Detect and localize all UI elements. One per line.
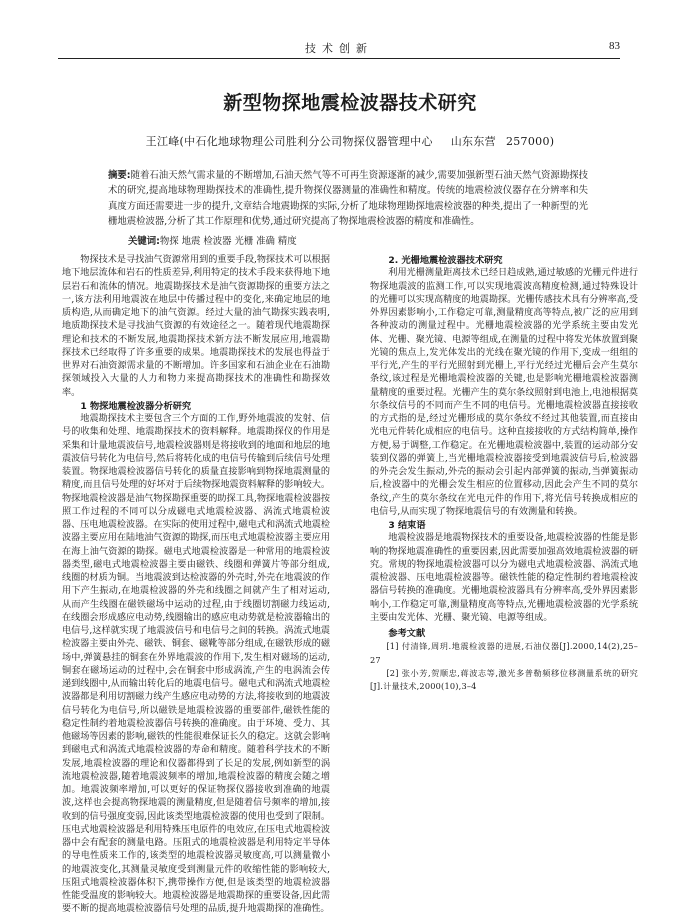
running-header bbox=[58, 38, 620, 59]
reference-item: [1] 付清锋,周玥.地震检波器的进展,石油仪器[J].2000,14(2),25–27 bbox=[370, 641, 638, 665]
abstract-text: 随着石油天然气需求量的不断增加,石油天然气等不可再生资源逐渐的减少,需要加强新型石油天然气资源勘探技术的研究,提高地球物理勘探技术的准确性,提升物探仪器测量的准确性和精度。传统的地震检波仪器存在分辨率和失真度方面还需要进一步的提升,文章结合地震勘探的实际,分析了地球物理勘探地震检波器的种类,提出了一种新型的光栅地震检波器,分析了其工作原理和优势,通过研究提高了物探地震检波器的精度和准确性。 bbox=[108, 170, 588, 227]
reference-item: [2] 张小芳,贺顺忠,蒋波志等,激光多普勒频移位移测量系统的研究[J].计量技术,2000(10),3–4 bbox=[370, 667, 638, 691]
keywords-label: 关键词: bbox=[128, 236, 160, 247]
section3-heading: 3 结束语 bbox=[388, 520, 426, 531]
references-heading: 参考文献 bbox=[388, 628, 426, 639]
journal-name: 技术创新 bbox=[305, 42, 373, 55]
intro-paragraph: 物探技术是寻找油气资源常用到的重要手段,物探技术可以根据地下地层流体和岩石的性质差异,利用特定的技术手段来获得地下地层岩石和流体的情况。地震勘探技术是油气资源勘探的重要方法之一,该方法利用地震波在地层中传播过程中的变化,来确定地层的地质构造,从而确定地下的油气资源。经过大量的油气勘探实践表明,地质勘探技术是寻找油气资源的有效途径之一。随着现代地震勘探理论和技术的不断发展,地震勘探技术新方法不断发展应用,地震勘探技术已经取得了许多重要的成果。地震勘探技术的发展也得益于世界对石油资源需求量的不断增加。许多国家和石油企业在石油勘探领域投入大量的人力和物力来提高勘探技术的准确性和勘探效率。 bbox=[62, 255, 330, 398]
section2-paragraph: 利用光栅测量距离技术已经日趋成熟,通过敏感的光栅元件进行物探地震波的监测工作,可以实现地震波高精度检测,通过特殊设计的光栅可以实现高精度的地震勘探。光栅传感技术具有分辨率高,受外界因素影响小,工作稳定可靠,测量精度高等特点,被广泛的应用到各种波动的测量过程中。光栅地震检波器的光学系统主要由发光体、光栅、聚光镜、电源等组成,在测量的过程中将发光体放置到聚光镜的焦点上,发光体发出的光线在聚光镜的作用下,变成一组组的平行光,产生的平行光照射到光栅上,平行光经过光栅后会产生莫尔条纹,该过程是光栅地震检波器的关键,也是影响光栅地震检波器测量精度的重要过程。光栅产生的莫尔条纹照射到电池上,电池根据莫尔条纹信号的不同而产生不同的电信号。光栅地震检波器直接接收的方式指的是,经过光栅形成的莫尔条纹不经过其他装置,而直接由光电元件转化成相应的电信号。这种直接接收的方式结构简单,操作方便,易于调整,工作稳定。在光栅地震检波器中,装置的运动部分安装到仪器的弹簧上,当光栅地震检波器接受到地震波信号后,检波器的外壳会发生振动,外壳的振动会引起内部弹簧的振动,当弹簧振动后,检波器中的光栅会发生相应的位置移动,因此会产生不同的莫尔条纹,产生的莫尔条纹在光电元件的作用下,将光信号转换成相应的电信号,从而实现了物探地震信号的有效测量和转换。 bbox=[370, 268, 638, 517]
keywords-text: 物探 地震 检波器 光栅 准确 精度 bbox=[159, 236, 297, 247]
keywords bbox=[128, 234, 588, 249]
section1-heading: 1 物探地震检波器分析研究 bbox=[80, 400, 192, 412]
section3-paragraph: 地震检波器是地震物探技术的重要设备,地震检波器的性能是影响的物探地震准确性的重要因素,因此需要加强高效地震检波器的研究。常规的物探地震检波器可以分为磁电式地震检波器、涡流式地震检波器、压电地震检波器等。磁铁性能的稳定性制约着地震检波器信号转换的准确度。光栅地震检波器具有分辨率高,受外界因素影响小,工作稳定可靠,测量精度高等特点,光栅地震检波器的光学系统主要由发光体、光栅、聚光镜、电源等组成。 bbox=[370, 533, 638, 623]
right-column bbox=[370, 254, 638, 693]
left-column bbox=[62, 254, 330, 917]
author-postcode: 257000) bbox=[505, 135, 555, 148]
author-affiliation: 王江峰(中石化地球物理公司胜利分公司物探仪器管理中心 bbox=[145, 135, 433, 148]
author-line bbox=[0, 133, 700, 149]
page-number: 83 bbox=[609, 40, 620, 52]
section2-heading: 2. 光栅地震检波器技术研究 bbox=[388, 255, 503, 266]
author-location: 山东东营 bbox=[450, 135, 496, 148]
section1-paragraph: 地震勘探技术主要包含三个方面的工作,野外地震波的发射、信号的收集和处理、地震勘探技术的资料解释。地震勘探仪的作用是采集和计量地震波信号,地震检波器则是将接收到的地面和地层的地震波信号转化为电信号,然后将转化成的电信号传输到后续信号处理装置。物探地震检波器信号转化的质量直接影响到物探地震测量的精度,而且信号处理的好坏对于后续物探地震资料解释的影响较大。物探地震检波器是油气物探勘探重要的助探工具,物探地震检波器按照工作过程的不同可以分成磁电式地震检波器、涡流式地震检波器、压电地震检波器。在实际的使用过程中,磁电式和涡流式地震检波器主要应用在陆地油气资源的勘探,而压电式地震检波器主要应用在海上油气资源的勘探。磁电式地震检波器是一种常用的地震检波器类型,磁电式地震检波器主要由磁铁、线圈和弹簧片等部分组成,线圈的材质为铜。当地震波到达检波器的外壳时,外壳在地震波的作用下产生振动,在地震检波器的外壳和线圈之间就产生了相对运动,从而产生线圈在磁铁磁场中运动的过程,由于线圈切割磁力线运动,在线圈会形成感应电动势,线圈输出的感应电动势就是检波器输出的电信号,这样就实现了地震波信号和电信号之间的转换。涡流式地震检波器主要由外壳、磁铁、铜套、磁靴等部分组成,在磁铁形成的磁场中,弹簧悬挂的铜套在外界地震波的作用下,发生相对磁场的运动,铜套在磁场运动的过程中,会在铜套中形成涡流,产生的电涡流会传递到线圈中,从而输出转化后的地震电信号。磁电式和涡流式地震检波器都是利用切割磁力线产生感应电动势的方法,将接收到的地震波信号转化为电信号,所以磁铁是地震检波器的重要部件,磁铁性能的稳定性制约着地震检波器信号转换的准确度。由于环境、受力、其他磁场等因素的影响,磁铁的性能很难保证长久的稳定。这就会影响到磁电式和涡流式地震检波器的寿命和精度。随着科学技术的不断发展,地震检波器的理论和仪器都得到了长足的发展,例如新型的涡流地震检波器,随着地震波频率的增加,地震检波器的精度会随之增加。地震波频率增加,可以更好的保证物探仪器接收到准确的地震波,这样也会提高物探地震的测量精度,但是随着信号频率的增加,接收到的信号强度变弱,因此该类型地震检波器的使用也受到了限制。压电式地震检波器是利用特殊压电原件的电效应,在压电式地震检波器中会有配套的测量电路。压阻式的地震检波器是利用特定半导体的导电性质来工作的,该类型的地震检波器灵敏度高,可以测量微小的地震波变化,其测量灵敏度受到测量元件的收缩性能的影响较大,压阻式地震检波器体积下,携带操作方便,但是该类型的地震检波器性能受温度的影响较大。地震检波器是地震勘探的重要设备,因此需要不断的提高地震检波器信号处理的品质,提升地震勘探的准确性。 bbox=[62, 414, 330, 915]
abstract bbox=[108, 168, 588, 229]
article-title: 新型物探地震检波器技术研究 bbox=[223, 92, 477, 114]
abstract-label: 摘要: bbox=[108, 170, 131, 181]
